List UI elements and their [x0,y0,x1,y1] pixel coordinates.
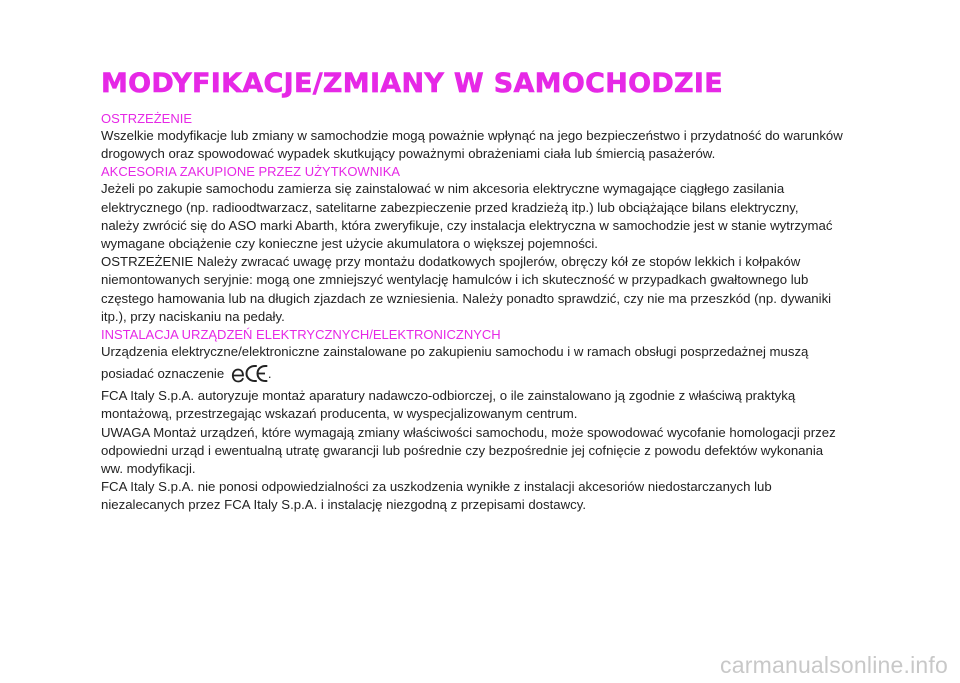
watermark-text: carmanualsonline.info [720,652,948,678]
page-title: MODYFIKACJE/ZMIANY W SAMOCHODZIE [101,68,724,99]
document-page [101,68,861,515]
accessories-line: niemontowanych seryjnie: mogą one zmniejszyć wentylację hamulców i ich skuteczność w przypadkach gwałtownego lub [101,272,809,288]
accessories-line: wymagane obciążenie czy konieczne jest użycie akumulatora o większej pojemności. [101,236,598,252]
ce-suffix-text: . [267,366,272,382]
installation-line: montażową, przestrzegając wskazań producenta, w wyspecjalizowanym centrum. [101,406,578,422]
ce-prefix-text: posiadać oznaczenie [101,366,225,382]
installation-line: FCA Italy S.p.A. autoryzuje montaż aparatury nadawczo-odbiorczej, o ile zainstalowano ją zgodnie z właściwą praktyką [101,388,796,404]
section-accessories [101,163,861,326]
section-installation [101,326,861,515]
accessories-line: elektrycznego (np. radioodtwarzacz, satelitarne zabezpieczenie przed kradzieżą itp.) lub obciążające bilans elektryczny, [101,199,799,215]
installation-line-ce [101,361,861,387]
warning-line: Wszelkie modyfikacje lub zmiany w samochodzie mogą poważnie wpłynąć na jego bezpieczeństwo i przydatność do warunków [101,128,843,143]
warning-heading: OSTRZEŻENIE [101,111,193,126]
installation-line: Urządzenia elektryczne/elektroniczne zainstalowane po zakupieniu samochodu i w ramach obsługi posprzedażnej muszą [101,344,809,360]
accessories-heading: AKCESORIA ZAKUPIONE PRZEZ UŻYTKOWNIKA [101,164,401,180]
installation-line: odpowiedni urząd i ewentualną utratę gwarancji lub pośrednie czy bezpośrednie jej cofnięcie z powodu defektów wykonania [101,442,824,458]
section-warning [101,110,861,163]
installation-heading: INSTALACJA URZĄDZEŃ ELEKTRYCZNYCH/ELEKTRONICZNYCH [101,327,501,343]
accessories-line: Jeżeli po zakupie samochodu zamierza się zainstalować w nim akcesoria elektryczne wymagające ciągłego zasilania [101,181,785,197]
installation-line: ww. modyfikacji. [101,461,196,477]
installation-line: niezalecanych przez FCA Italy S.p.A. i instalację niezgodną z przepisami dostawcy. [101,497,586,513]
accessories-line: częstego hamowania lub na długich zjazdach ze wzniesienia. Należy ponadto sprawdzić, czy nie ma przeszkód (np. dywaniki [101,290,832,306]
ce-e-mark-icon [230,362,268,384]
accessories-line: OSTRZEŻENIE Należy zwracać uwagę przy montażu dodatkowych spojlerów, obręczy kół ze stopów lekkich i kołpaków [101,254,801,270]
installation-line: FCA Italy S.p.A. nie ponosi odpowiedzialności za uszkodzenia wynikłe z instalacji akcesoriów niedostarczanych lub [101,479,772,495]
accessories-line: itp.), przy naciskaniu na pedały. [101,308,285,324]
accessories-line: należy zwrócić się do ASO marki Abarth, która zweryfikuje, czy instalacja elektryczna w samochodzie jest w stanie wytrzymać [101,217,833,233]
installation-line: UWAGA Montaż urządzeń, które wymagają zmiany właściwości samochodu, może spowodować wycofanie homologacji przez [101,424,836,440]
warning-line: drogowych oraz spowodować wypadek skutkujący poważnymi obrażeniami ciała lub śmiercią pasażerów. [101,146,716,162]
